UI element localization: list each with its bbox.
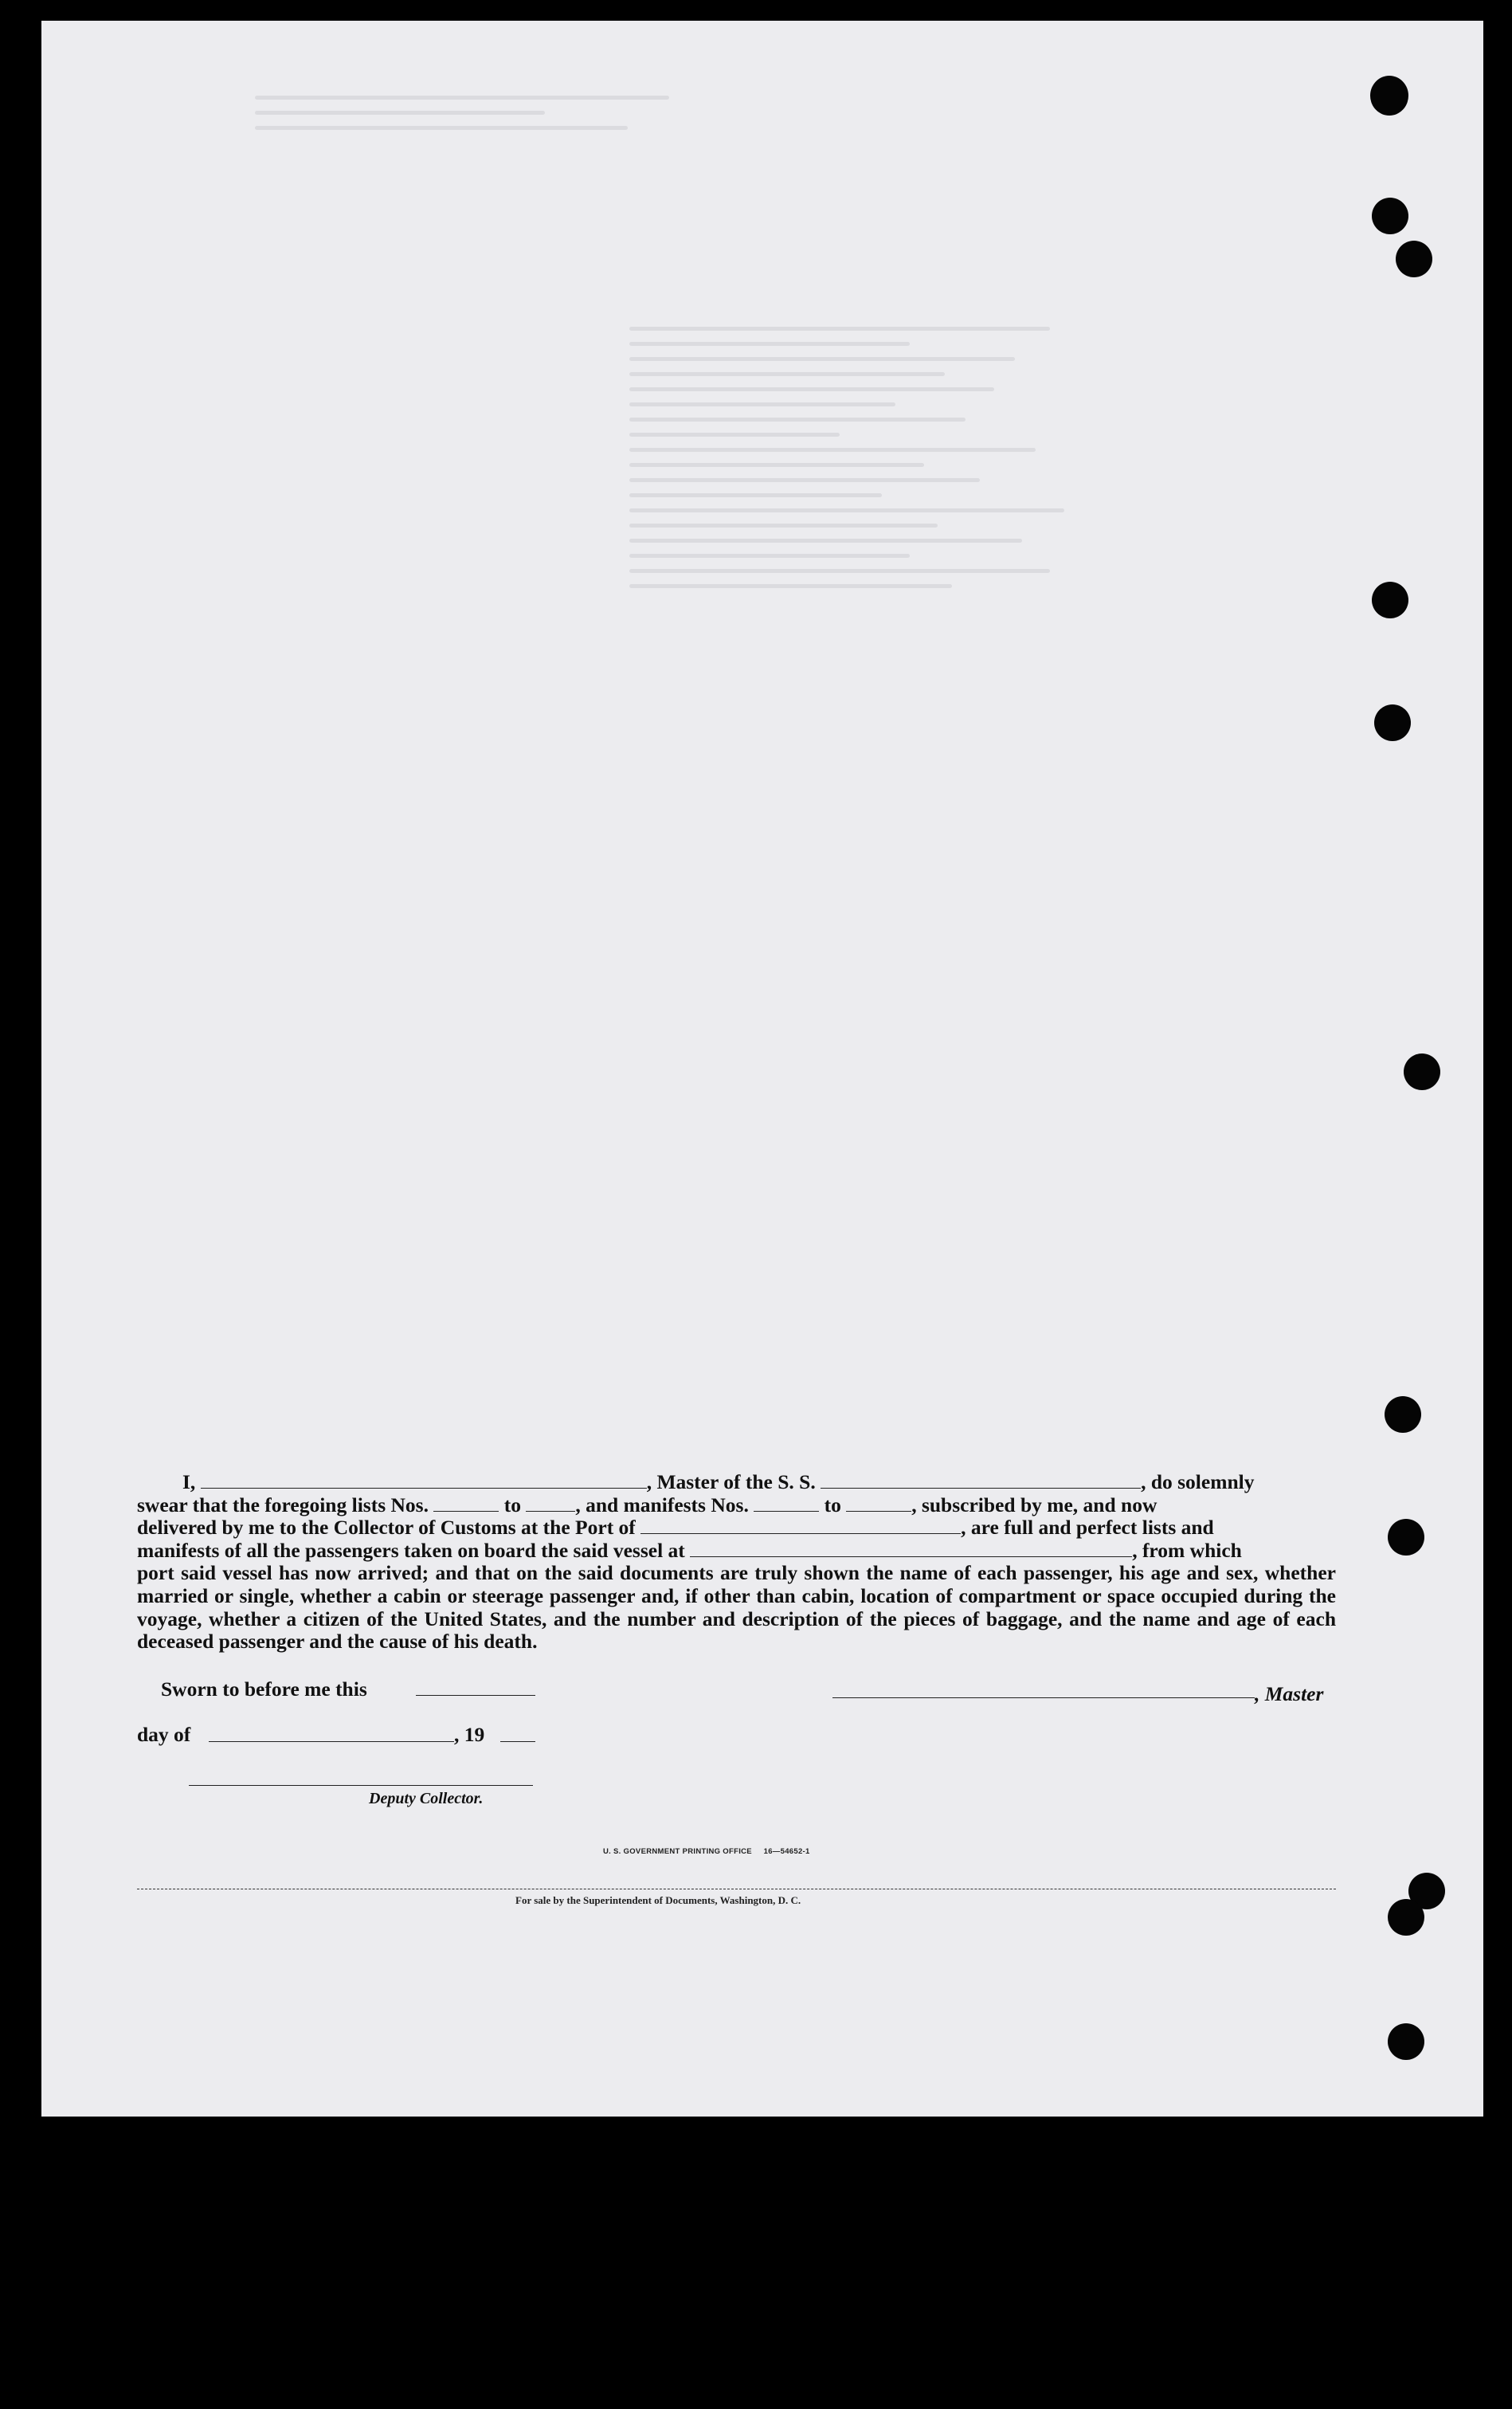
manifest-to-blank — [846, 1496, 911, 1512]
sworn-blank — [416, 1695, 535, 1696]
printing-office-note: U. S. GOVERNMENT PRINTING OFFICE 16—54652-1 — [603, 1847, 810, 1856]
oath-text: , are full and perfect lists and — [961, 1516, 1214, 1540]
faded-header — [255, 96, 669, 141]
oath-text: I, — [182, 1470, 196, 1493]
departure-port-blank — [690, 1541, 1132, 1557]
oath-text: delivered by me to the Collector of Customs at the Port of — [137, 1516, 636, 1540]
port-blank — [640, 1518, 961, 1534]
day-blank — [209, 1741, 454, 1742]
binder-hole — [1372, 582, 1408, 618]
day-of-label: day of — [137, 1723, 191, 1746]
binder-hole — [1396, 241, 1432, 277]
oath-text: , and manifests Nos. — [575, 1493, 749, 1516]
deputy-signature-line — [189, 1785, 533, 1786]
oath-text: , subscribed by me, and now — [911, 1493, 1158, 1516]
oath-line-1 — [137, 1471, 1336, 1494]
oath-text: , from which — [1132, 1538, 1242, 1562]
oath-line-4 — [137, 1540, 1336, 1563]
master-signature-line — [832, 1697, 1255, 1698]
binder-hole — [1370, 76, 1408, 116]
master-label-text: , Master — [1255, 1682, 1324, 1705]
list-to-blank — [526, 1496, 575, 1512]
oath-line-2 — [137, 1494, 1336, 1517]
binder-hole — [1388, 1899, 1424, 1936]
oath-text: , Master of the S. S. — [646, 1470, 816, 1493]
oath-text: , do solemnly — [1141, 1470, 1255, 1493]
binder-hole — [1388, 2023, 1424, 2060]
oath-line-3 — [137, 1516, 1336, 1540]
deputy-collector-label: Deputy Collector. — [369, 1790, 484, 1807]
master-oath — [137, 1471, 1336, 1654]
binder-hole — [1385, 1396, 1421, 1433]
vessel-name-blank — [821, 1473, 1141, 1489]
master-label — [1255, 1682, 1323, 1706]
list-from-blank — [433, 1496, 499, 1512]
binder-hole — [1374, 704, 1411, 741]
binder-hole — [1388, 1519, 1424, 1556]
binder-hole — [1372, 198, 1408, 234]
oath-text: to — [503, 1493, 521, 1516]
master-name-blank — [201, 1473, 647, 1489]
oath-text: manifests of all the passengers taken on board the said vessel at — [137, 1538, 685, 1562]
year-label: , 19 — [454, 1723, 485, 1746]
oath-text: swear that the foregoing lists Nos. — [137, 1493, 429, 1516]
oath-body: port said vessel has now arrived; and that on the said documents are truly shown the name of each passenger, his age and sex, whether married or single, whether a cabin or steerage passenger and, if other than cabin, location of compartment or space occupied during the voyage, whether a citizen of the United States, and the number and description of the pieces of baggage, and the name and age of each deceased passenger and the cause of his death. — [137, 1561, 1336, 1654]
sworn-label: Sworn to before me this — [161, 1677, 367, 1701]
year-blank — [500, 1741, 535, 1742]
oath-text: to — [824, 1493, 841, 1516]
sale-note: For sale by the Superintendent of Documents, Washington, D. C. — [515, 1894, 801, 1906]
faded-entries — [629, 327, 1330, 599]
binder-hole — [1404, 1053, 1440, 1090]
manifest-from-blank — [754, 1496, 819, 1512]
